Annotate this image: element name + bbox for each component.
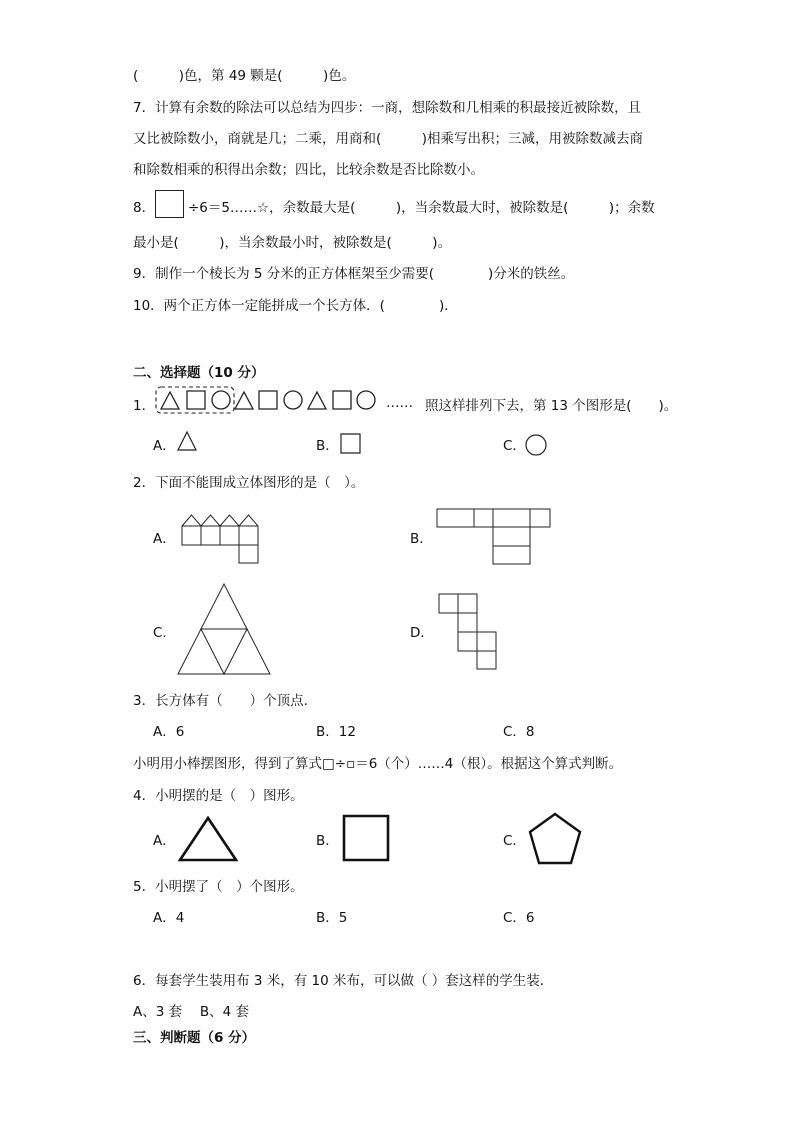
q7-line1: 7．计算有余数的除法可以总结为四步：一商，想除数和几相乘的积最接近被除数，且 <box>133 100 642 116</box>
shape-sequence <box>150 384 382 416</box>
triangle-icon <box>176 430 198 452</box>
s4: 4．小明摆的是（ ）图形。 <box>133 788 304 804</box>
triangle-icon <box>308 392 326 409</box>
section-3-heading: 三、判断题（6 分） <box>133 1030 256 1046</box>
q9: 9．制作一个棱长为 5 分米的正方体框架至少需要( )分米的铁丝。 <box>133 266 575 282</box>
circle-icon <box>212 391 230 409</box>
circle-icon <box>524 433 548 457</box>
square-icon <box>341 813 391 863</box>
net-a-figure <box>180 512 262 564</box>
q3-option-a[interactable]: A．6 <box>153 724 185 740</box>
q8-number: 8． <box>133 200 156 216</box>
s1-number: 1． <box>133 398 156 414</box>
q5-option-b[interactable]: B．5 <box>316 910 348 926</box>
square-icon <box>333 391 351 409</box>
q7-line2: 又比被除数小，商就是几；二乘，用商和( )相乘写出积；三减，用被除数减去商 <box>133 131 644 147</box>
q3-option-c[interactable]: C．8 <box>503 724 535 740</box>
square-icon <box>340 433 362 455</box>
net-d-figure <box>438 593 500 671</box>
net-c-figure <box>176 582 272 676</box>
q4-option-b[interactable]: B． <box>316 833 339 849</box>
s3: 3．长方体有（ ）个顶点． <box>133 693 318 709</box>
s1-text: 照这样排列下去，第 13 个图形是( )。 <box>425 398 678 414</box>
q2-option-c[interactable]: C． <box>153 625 176 641</box>
triangle-icon <box>235 392 253 409</box>
s5: 5．小明摆了（ ）个图形。 <box>133 879 304 895</box>
q4-option-c[interactable]: C． <box>503 833 526 849</box>
q3-option-b[interactable]: B．12 <box>316 724 356 740</box>
section-2-heading: 二、选择题（10 分） <box>133 365 265 381</box>
q1-option-a[interactable]: A． <box>153 438 176 454</box>
circle-icon <box>357 391 375 409</box>
q8-answer-box[interactable] <box>155 190 184 218</box>
q1-option-c[interactable]: C． <box>503 438 526 454</box>
q8-line2: 最小是( )，当余数最小时，被除数是( )。 <box>133 235 452 251</box>
s2: 2．下面不能围成立体图形的是（ ）。 <box>133 475 365 491</box>
q4-5-intro: 小明用小棒摆图形，得到了算式□÷▫＝6（个）……4（根）。根据这个算式判断。 <box>133 756 623 772</box>
q6-continuation: ( )色，第 49 颗是( )色。 <box>133 68 356 84</box>
triangle-icon <box>161 392 179 409</box>
q8-text: ÷6＝5……☆，余数最大是( )，当余数最大时，被除数是( )；余数 <box>188 200 655 216</box>
q4-option-a[interactable]: A． <box>153 833 176 849</box>
q5-option-a[interactable]: A．4 <box>153 910 185 926</box>
q1-option-b[interactable]: B． <box>316 438 339 454</box>
q2-option-b[interactable]: B． <box>410 531 433 547</box>
q7-line3: 和除数相乘的积得出余数；四比，比较余数是否比除数小。 <box>133 162 484 178</box>
triangle-icon <box>176 814 240 864</box>
square-icon <box>187 391 205 409</box>
s6-options[interactable]: A、3 套 B、4 套 <box>133 1004 250 1020</box>
q2-option-d[interactable]: D． <box>410 625 434 641</box>
s6: 6．每套学生装用布 3 米，有 10 米布，可以做（ ）套这样的学生装． <box>133 973 554 989</box>
net-b-figure <box>436 508 552 566</box>
s1-dots: …… <box>386 395 413 411</box>
q10: 10．两个正方体一定能拼成一个长方体．( )． <box>133 298 458 314</box>
square-icon <box>259 391 277 409</box>
pentagon-icon <box>526 811 584 867</box>
q2-option-a[interactable]: A． <box>153 531 176 547</box>
circle-icon <box>284 391 302 409</box>
q5-option-c[interactable]: C．6 <box>503 910 535 926</box>
